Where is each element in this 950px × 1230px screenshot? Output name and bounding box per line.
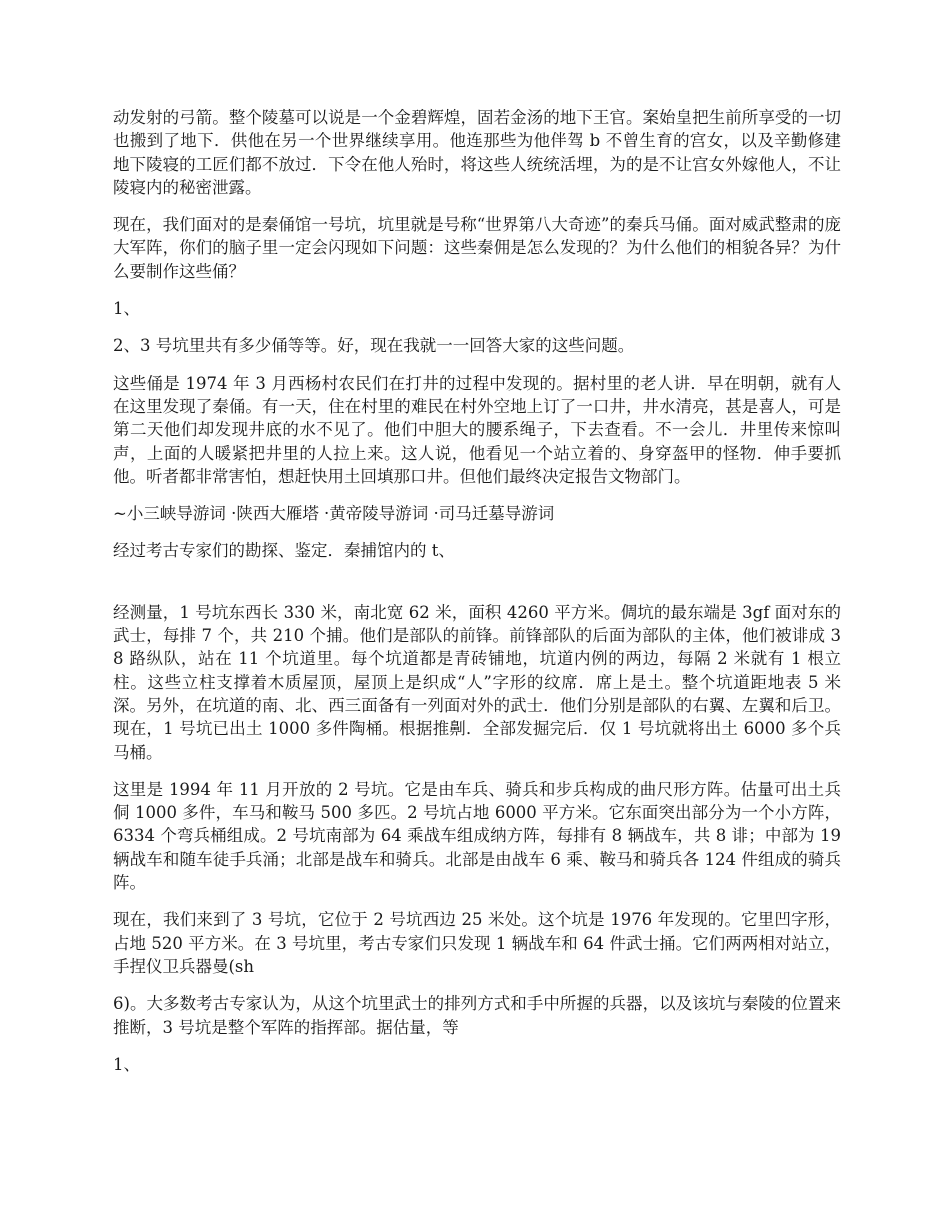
paragraph: 经测量，1 号坑东西长 330 米，南北宽 62 米，面积 4260 平方米。倜坑的最东端是 3gf 面对东的武士，每排 7 个，共 210 个捕。他们是部队的前锋。前锋部队的后面为部队的主体，他们被诽成 38 路纵队，站在 11 个坑道里。每个坑道都是青砖铺地，坑道内例的两边，每隔 2 米就有 1 根立柱。这些立柱支撑着木质屋顶，屋顶上是织成“人”字形的纹席．席上是土。整个坑道距地表 5 米深。另外，在坑道的南、北、西三面备有一列面对外的武士．他们分别是部队的右翼、左翼和后卫。现在，1 号坑已出土 1000 多件陶桶。根据推劓．全部发掘完后．仅 1 号坑就将出土 6000 多个兵马桶。 xyxy=(113,602,841,762)
paragraph: 2、3 号坑里共有多少俑等等。好，现在我就一一回答大家的这些问题。 xyxy=(113,336,635,356)
paragraph: 现在，我们面对的是秦俑馆一号坑，坑里就是号称“世界第八大奇迹”的秦兵马俑。面对威武整肃的庞大军阵，你们的脑子里一定会闪现如下问题：这些秦佣是怎么发现的？为什么他们的相貌各异？为什么要制作这些俑？ xyxy=(113,215,841,281)
paragraph: 动发射的弓箭。整个陵墓可以说是一个金碧辉煌，固若金汤的地下王官。案始皇把生前所享受的一切也搬到了地下．供他在另一个世界继续享用。他连那些为他伴驾 b 不曾生育的宫女，以及辛勤修建地下陵寝的工匠们都不放过．下令在他人殆时，将这些人统统活埋，为的是不让宫女外嫁他人，不让陵寝内的秘密泄露。 xyxy=(113,108,841,197)
paragraph: 1、 xyxy=(113,1054,140,1074)
paragraph: 这里是 1994 年 11 月开放的 2 号坑。它是由车兵、骑兵和步兵构成的曲尺形方阵。估量可出土兵侗 1000 多件，车马和鞍马 500 多匹。2 号坑占地 6000 平方米。它东面突出部分为一个小方阵，6334 个弯兵桶组成。2 号坑南部为 64 乘战车组成纳方阵，每排有 8 辆战车，共 8 诽；中部为 19 辆战车和随车徒手兵涌；北部是战车和骑兵。北部是由战车 6 乘、鞍马和骑兵各 124 件组成的骑兵阵。 xyxy=(113,779,841,893)
related-links-line: ~小三峡导游词 ·陕西大雁塔 ·黄帝陵导游词 ·司马迁墓导游词 xyxy=(113,504,555,524)
paragraph: 经过考古专家们的勘探、鉴定．秦捕馆内的 t、 xyxy=(113,541,455,561)
paragraph: 这些俑是 1974 年 3 月西杨村农民们在打井的过程中发现的。据村里的老人讲．早在明朝，就有人在这里发现了秦俑。有一天，住在村里的难民在村外空地上订了一口井，井水清亮，甚是喜人，可是第二天他们却发现井底的水不见了。他们中胆大的腰系绳子，下去查看。不一会儿．井里传来惊叫声，上面的人暖紧把井里的人拉上来。这人说，他看见一个站立着的、身穿盔甲的怪物．伸手要抓他。听者都非常害怕，想赶快用土回填那口井。但他们最终决定报告文物部门。 xyxy=(113,373,841,486)
paragraph: 1、 xyxy=(113,299,140,319)
paragraph: 6)。大多数考古专家认为，从这个坑里武士的排列方式和手中所握的兵器，以及该坑与秦陵的位置来推断，3 号坑是整个军阵的指挥部。据估量，等 xyxy=(113,994,841,1037)
spacer xyxy=(113,577,841,601)
paragraph: 现在，我们来到了 3 号坑，它位于 2 号坑西边 25 米处。这个坑是 1976 年发现的。它里凹字形，占地 520 平方米。在 3 号坑里，考古专家们只发现 1 辆战车和 64 件武士捅。它们两两相对站立，手捏仪卫兵器曼(sh xyxy=(113,910,841,976)
document-page xyxy=(113,106,841,1090)
